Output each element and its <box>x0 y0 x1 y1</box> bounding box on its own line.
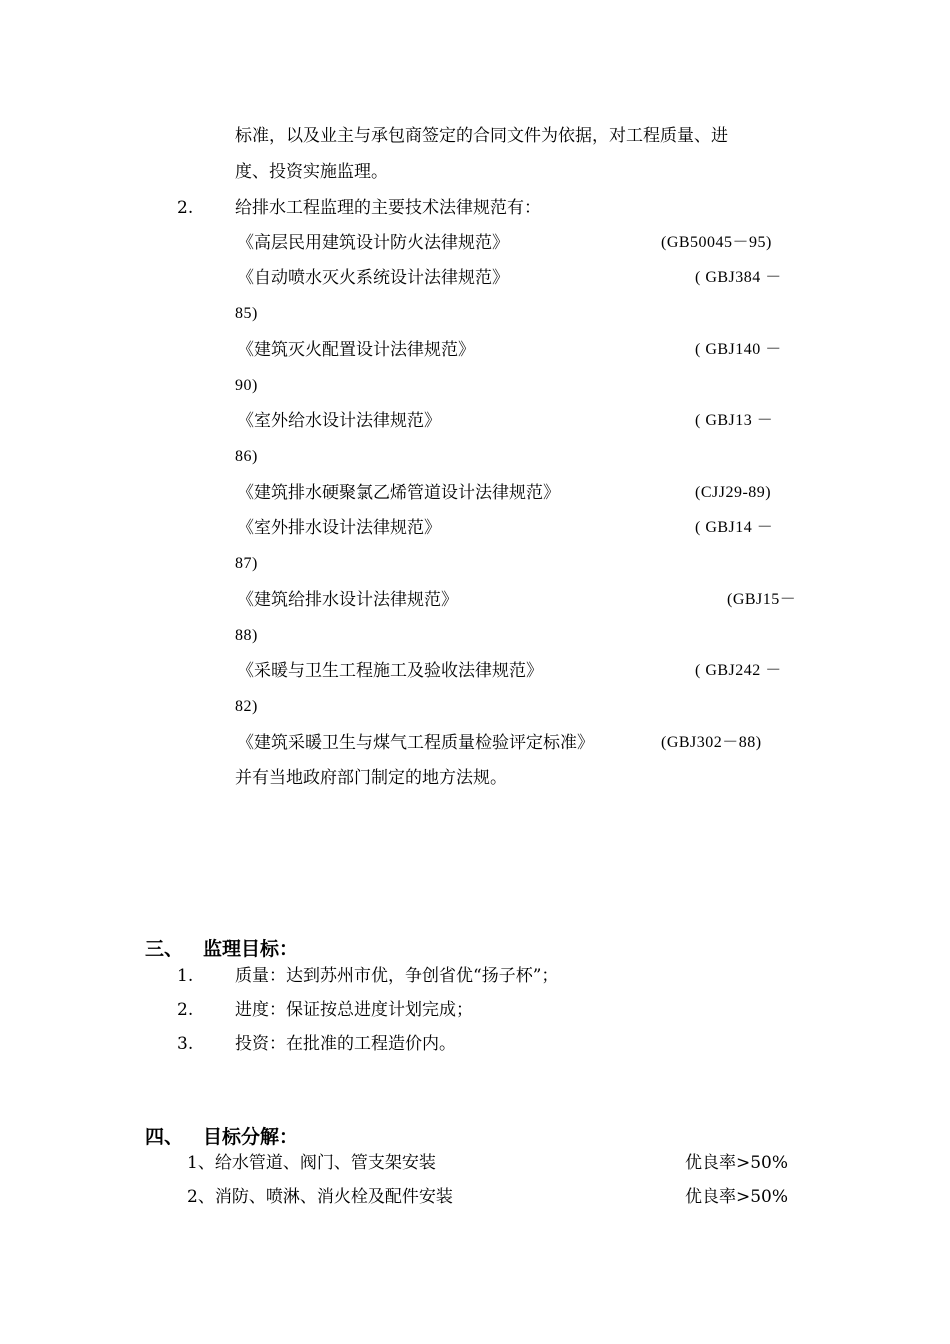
regulation-code: (GB50045－95) <box>661 234 772 251</box>
breakdown-item-rate: 优良率>50% <box>685 1187 789 1207</box>
regulation-title: 《室外排水设计法律规范》 <box>237 518 441 538</box>
regulation-title: 《建筑灭火配置设计法律规范》 <box>237 340 475 360</box>
regulation-code-continued: 90) <box>235 377 258 394</box>
item-2-text: 给排水工程监理的主要技术法律规范有： <box>235 198 541 218</box>
breakdown-item-rate: 优良率>50% <box>685 1153 789 1173</box>
regulation-title: 《建筑排水硬聚氯乙烯管道设计法律规范》 <box>237 483 560 503</box>
regulation-code: (CJJ29-89) <box>695 484 772 501</box>
section-3-title: 监理目标： <box>203 938 299 960</box>
regulation-title: 《室外给水设计法律规范》 <box>237 411 441 431</box>
goal-text: 投资：在批准的工程造价内。 <box>235 1034 456 1054</box>
regulation-title: 《建筑给排水设计法律规范》 <box>237 590 458 610</box>
goal-number: 3. <box>177 1034 194 1054</box>
regulation-title: 《建筑采暖卫生与煤气工程质量检验评定标准》 <box>237 733 594 753</box>
goal-text: 质量：达到苏州市优，争创省优“扬子杯”； <box>235 966 559 986</box>
regulation-code: ( GBJ384 － <box>695 269 782 286</box>
regulation-code: (GBJ15－ <box>727 591 797 608</box>
regulation-code-continued: 82) <box>235 698 258 715</box>
goal-number: 2. <box>177 1000 194 1020</box>
item-2-number: 2. <box>177 198 194 218</box>
section-4-title: 目标分解： <box>203 1126 299 1148</box>
regulation-code-continued: 86) <box>235 448 258 465</box>
regulation-code: ( GBJ140 － <box>695 341 782 358</box>
regulation-title: 《采暖与卫生工程施工及验收法律规范》 <box>237 661 543 681</box>
section-4-number: 四、 <box>145 1126 184 1148</box>
intro-line-2: 度、投资实施监理。 <box>235 162 388 182</box>
regulation-code-continued: 87) <box>235 555 258 572</box>
regulation-code: ( GBJ14 － <box>695 519 774 536</box>
regulation-code: ( GBJ13 － <box>695 412 774 429</box>
regulation-code: (GBJ302－88) <box>661 734 762 751</box>
intro-line-1: 标准，以及业主与承包商签定的合同文件为依据，对工程质量、进 <box>235 126 728 146</box>
goal-text: 进度：保证按总进度计划完成； <box>235 1000 473 1020</box>
breakdown-item-text: 1、给水管道、阀门、管支架安装 <box>187 1153 436 1173</box>
regulation-code: ( GBJ242 － <box>695 662 782 679</box>
section-3-number: 三、 <box>145 938 184 960</box>
regulation-code-continued: 88) <box>235 627 258 644</box>
goal-number: 1. <box>177 966 194 986</box>
regulation-code-continued: 85) <box>235 305 258 322</box>
regulation-title: 《高层民用建筑设计防火法律规范》 <box>237 233 509 253</box>
breakdown-item-text: 2、消防、喷淋、消火栓及配件安装 <box>187 1187 453 1207</box>
regulation-title: 《自动喷水灭火系统设计法律规范》 <box>237 268 509 288</box>
local-rules-text: 并有当地政府部门制定的地方法规。 <box>235 768 507 788</box>
